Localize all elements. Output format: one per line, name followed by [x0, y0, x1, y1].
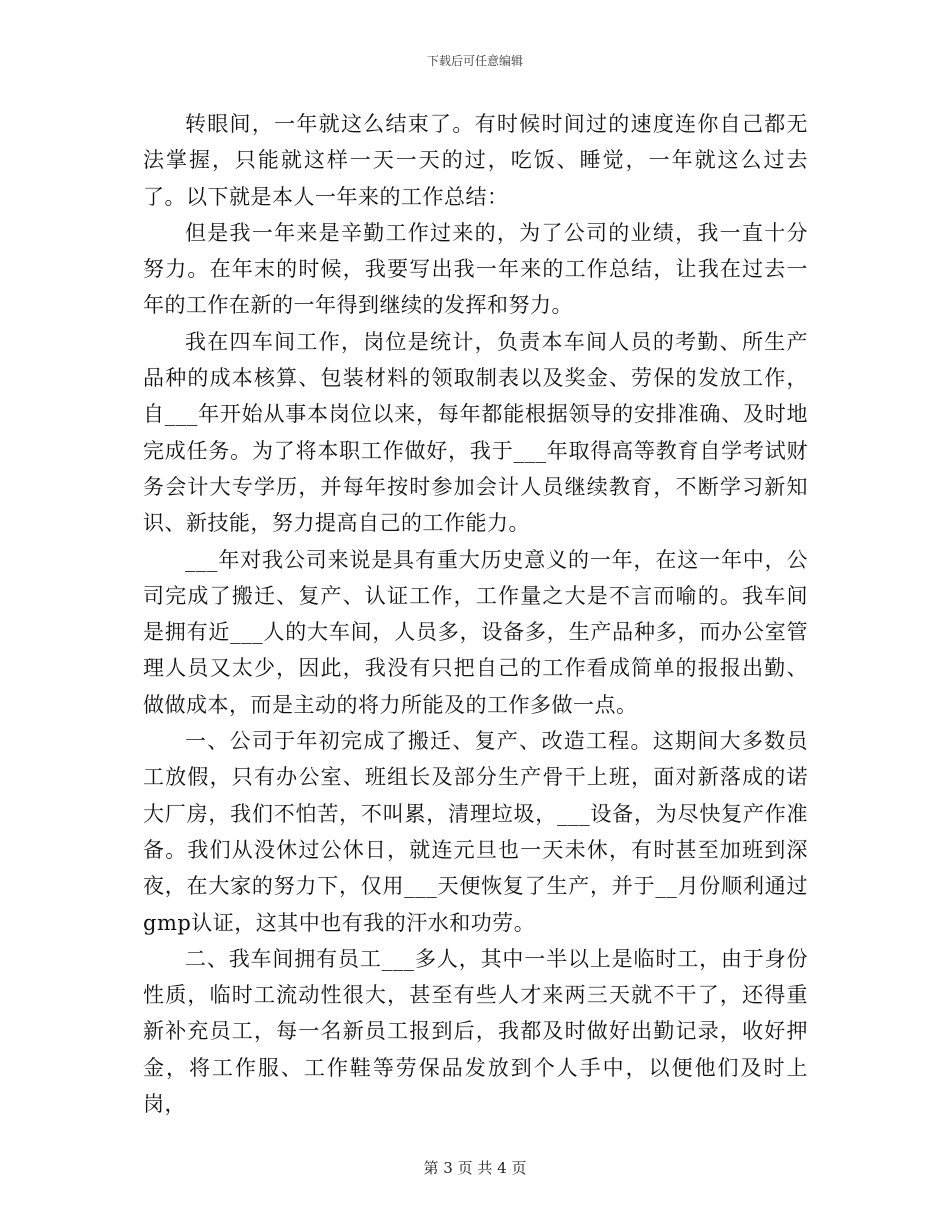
document-body [143, 106, 808, 1122]
paragraph-5: 一、公司于年初完成了搬迁、复产、改造工程。这期间大多数员工放假，只有办公室、班组长及部分生产骨干上班，面对新落成的诺大厂房，我们不怕苦，不叫累，清理垃圾，___设备，为尽快复产作准备。我们从没休过公休日，就连元旦也一天未休，有时甚至加班到深夜，在大家的努力下，仅用___天便恢复了生产，并于__月份顺利通过gmp认证，这其中也有我的汗水和功劳。 [143, 729, 808, 935]
page-header: 下载后可任意编辑 [426, 54, 523, 68]
paragraph-2: 但是我一年来是辛勤工作过来的，为了公司的业绩，我一直十分努力。在年末的时候，我要写出我一年来的工作总结，让我在过去一年的工作在新的一年得到继续的发挥和努力。 [143, 220, 808, 318]
page-footer: 第 3 页 共 4 页 [423, 1159, 527, 1177]
paragraph-4: ___年对我公司来说是具有重大历史意义的一年，在这一年中，公司完成了搬迁、复产、认证工作，工作量之大是不言而喻的。我车间是拥有近___人的大车间，人员多，设备多，生产品种多，而办公室管理人员又太少，因此，我没有只把自己的工作看成简单的报报出勤、做做成本，而是主动的将力所能及的工作多做一点。 [143, 547, 808, 717]
paragraph-3: 我在四车间工作，岗位是统计，负责本车间人员的考勤、所生产品种的成本核算、包装材料的领取制表以及奖金、劳保的发放工作，自___年开始从事本岗位以来，每年都能根据领导的安排准确、及时地完成任务。为了将本职工作做好，我于___年取得高等教育自学考试财务会计大专学历，并每年按时参加会计人员继续教育，不断学习新知识、新技能，努力提高自己的工作能力。 [143, 329, 808, 536]
paragraph-1: 转眼间，一年就这么结束了。有时候时间过的速度连你自己都无法掌握，只能就这样一天一天的过，吃饭、睡觉，一年就这么过去了。以下就是本人一年来的工作总结： [143, 112, 808, 209]
paragraph-6: 二、我车间拥有员工___多人，其中一半以上是临时工，由于身份性质，临时工流动性很大，甚至有些人才来两三天就不干了，还得重新补充员工，每一名新员工报到后，我都及时做好出勤记录，收好押金，将工作服、工作鞋等劳保品发放到个人手中，以便他们及时上岗， [143, 946, 808, 1117]
